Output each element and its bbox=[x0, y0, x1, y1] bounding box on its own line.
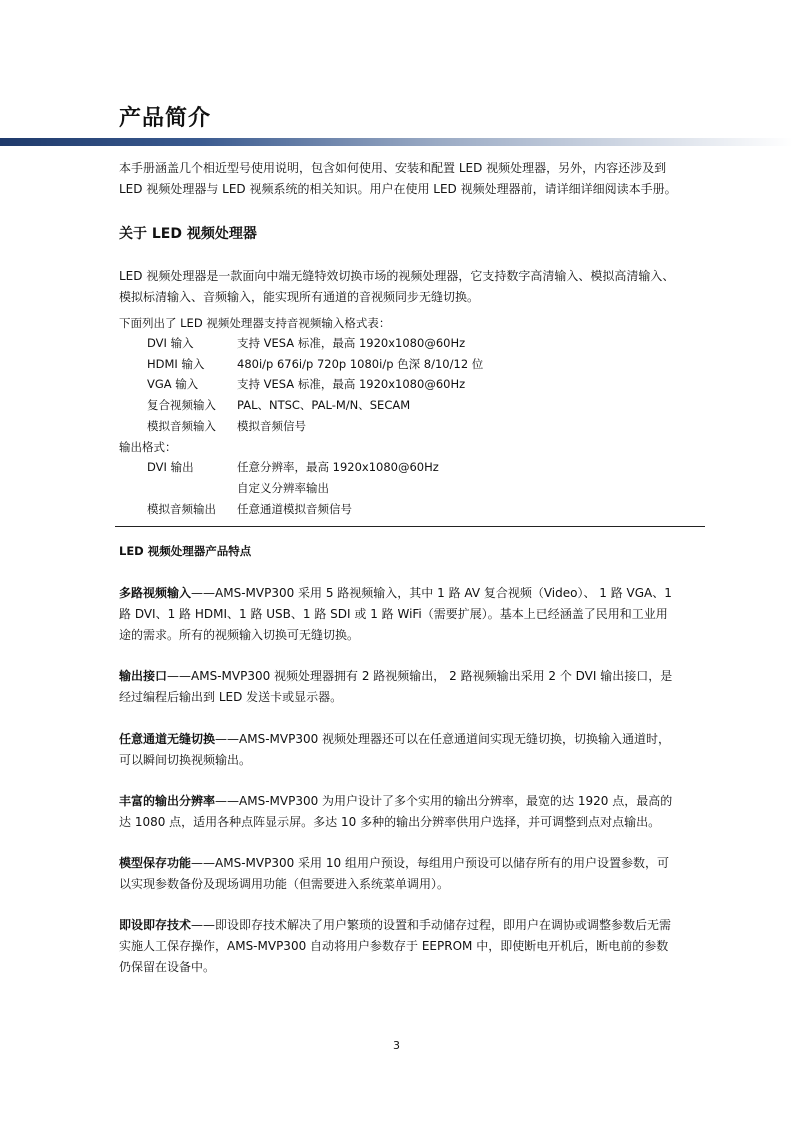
input-label: 复合视频输入 bbox=[147, 398, 216, 412]
output-label: DVI 输出 bbox=[147, 460, 194, 474]
input-label: DVI 输入 bbox=[147, 336, 194, 350]
input-value: 480i/p 676i/p 720p 1080i/p 色深 8/10/12 位 bbox=[237, 357, 484, 371]
feature-text: ——AMS-MVP300 为用户设计了多个实用的输出分辨率，最宽的达 1920 点，最高的达 1080 点，适用各种点阵显示屏。多达 10 多种的输出分辨率供用户选择，并可调整到点对点输出。 bbox=[119, 794, 673, 829]
output-value: 自定义分辨率输出 bbox=[237, 481, 329, 495]
feature-text: ——AMS-MVP300 采用 5 路视频输入，其中 1 路 AV 复合视频（Video）、 1 路 VGA、1 路 DVI、1 路 HDMI、1 路 USB、1 路 SDI 或 1 路 WiFi（需要扩展）。基本上已经涵盖了民用和工业用途的需求。所有的视频输入切换可无缝切换。 bbox=[119, 586, 672, 642]
input-row-dvi bbox=[147, 333, 465, 353]
feature-text: ——AMS-MVP300 视频处理器拥有 2 路视频输出， 2 路视频输出采用 2 个 DVI 输出接口，是经过编程后输出到 LED 发送卡或显示器。 bbox=[119, 669, 673, 704]
header-gradient-bar bbox=[0, 138, 793, 146]
section-divider bbox=[115, 526, 705, 527]
page-title: 产品简介 bbox=[119, 106, 212, 131]
output-row-dvi bbox=[147, 457, 439, 477]
output-label: 模拟音频输出 bbox=[147, 502, 216, 516]
feature-title: 多路视频输入 bbox=[119, 586, 192, 600]
output-intro: 输出格式： bbox=[119, 440, 177, 454]
output-value: 任意分辨率，最高 1920x1080@60Hz bbox=[237, 460, 439, 474]
output-value: 任意通道模拟音频信号 bbox=[237, 502, 352, 516]
feature-title: 输出接口 bbox=[119, 669, 168, 683]
input-label: 模拟音频输入 bbox=[147, 419, 216, 433]
input-intro: 下面列出了 LED 视频处理器支持音视频输入格式表： bbox=[119, 316, 391, 330]
feature-text: ——即设即存技术解决了用户繁琐的设置和手动储存过程，即用户在调协或调整参数后无需实施人工保存操作，AMS-MVP300 自动将用户参数存于 EEPROM 中，即使断电开机后，断电前的参数仍保留在设备中。 bbox=[119, 918, 672, 974]
input-value: PAL、NTSC、PAL-M/N、SECAM bbox=[237, 398, 411, 412]
feature-title: 任意通道无缝切换 bbox=[119, 732, 216, 746]
page-number: 3 bbox=[393, 1039, 400, 1052]
feature-text: ——AMS-MVP300 视频处理器还可以在任意通道间实现无缝切换，切换输入通道时，可以瞬间切换视频输出。 bbox=[119, 732, 671, 767]
feature-text: ——AMS-MVP300 采用 10 组用户预设，每组用户预设可以储存所有的用户设置参数，可以实现参数备份及现场调用功能（但需要进入系统菜单调用）。 bbox=[119, 856, 669, 891]
intro-paragraph: 本手册涵盖几个相近型号使用说明，包含如何使用、安装和配置 LED 视频处理器，另外，内容还涉及到 LED 视频处理器与 LED 视频系统的相关知识。用户在使用 LED 视频处理器前，请详细详细阅读本手册。 bbox=[119, 161, 677, 196]
input-row-vga bbox=[147, 374, 465, 394]
feature-output-interface bbox=[119, 666, 679, 708]
input-value: 支持 VESA 标准，最高 1920x1080@60Hz bbox=[237, 377, 466, 391]
feature-instant-save bbox=[119, 915, 679, 978]
feature-seamless-switch bbox=[119, 729, 679, 771]
output-row-analog-audio bbox=[147, 499, 352, 519]
input-label: VGA 输入 bbox=[147, 377, 199, 391]
output-row-custom bbox=[147, 478, 329, 498]
feature-title: 丰富的输出分辨率 bbox=[119, 794, 216, 808]
input-row-hdmi bbox=[147, 354, 483, 374]
input-label: HDMI 输入 bbox=[147, 357, 205, 371]
feature-title: 即设即存技术 bbox=[119, 918, 192, 932]
input-value: 支持 VESA 标准，最高 1920x1080@60Hz bbox=[237, 336, 466, 350]
input-row-composite bbox=[147, 395, 410, 415]
about-heading: 关于 LED 视频处理器 bbox=[119, 226, 257, 242]
feature-multi-input bbox=[119, 583, 679, 646]
feature-title: 模型保存功能 bbox=[119, 856, 192, 870]
about-description: LED 视频处理器是一款面向中端无缝特效切换市场的视频处理器，它支持数字高清输入、模拟高清输入、模拟标清输入、音频输入，能实现所有通道的音视频同步无缝切换。 bbox=[119, 269, 675, 304]
feature-preset-save bbox=[119, 853, 679, 895]
features-heading: LED 视频处理器产品特点 bbox=[119, 544, 252, 558]
input-value: 模拟音频信号 bbox=[237, 419, 306, 433]
input-row-analog-audio bbox=[147, 416, 306, 436]
feature-output-resolution bbox=[119, 791, 679, 833]
